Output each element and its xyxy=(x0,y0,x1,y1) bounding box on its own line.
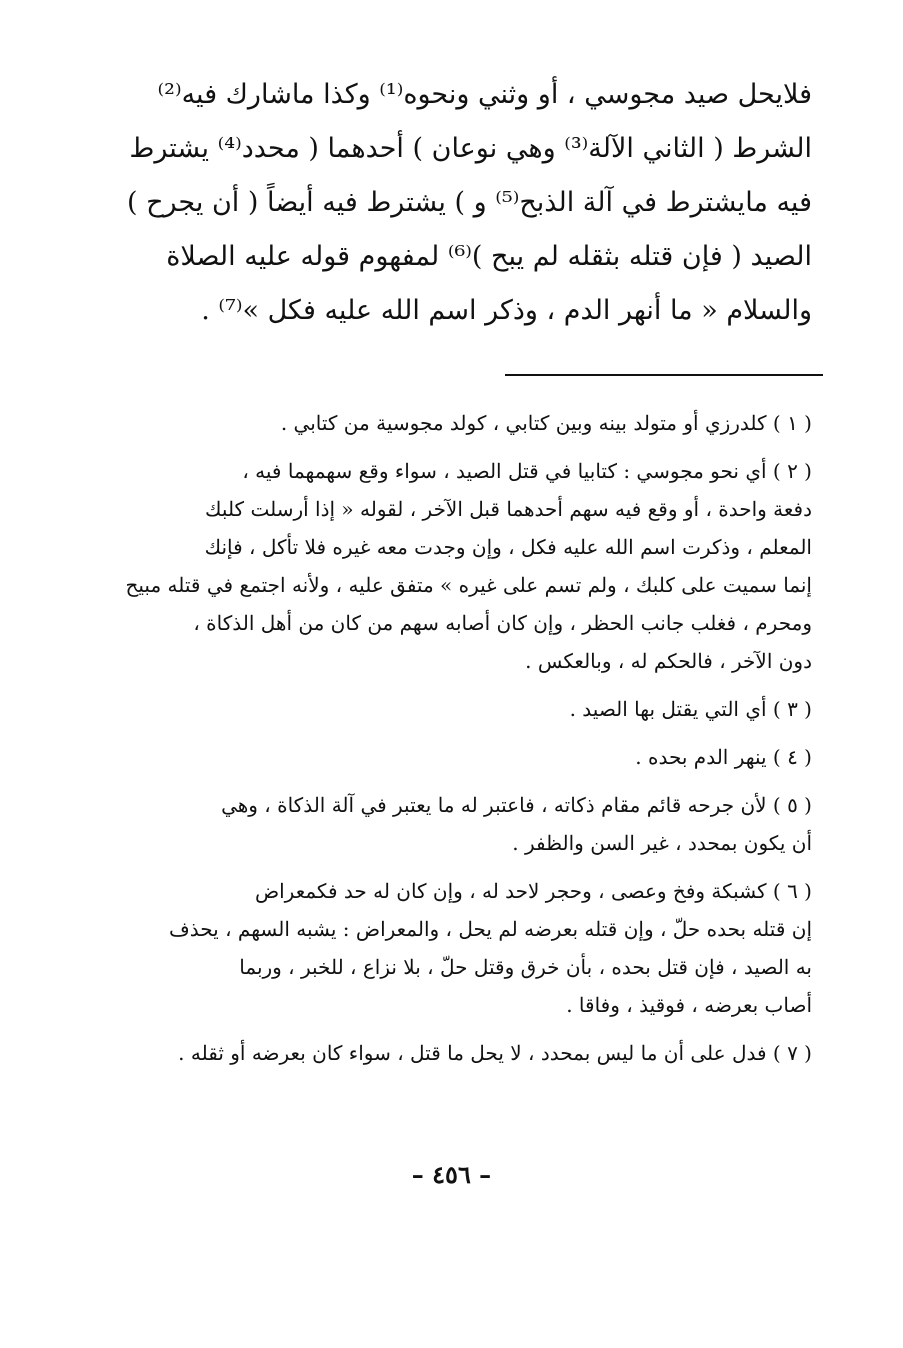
footnote-1 xyxy=(92,404,812,442)
footnote-line: ( ٢ ) أي نحو مجوسي : كتابيا في قتل الصيد ، سواء وقع سهمهما فيه ، xyxy=(242,459,812,483)
footnote-line: دون الآخر ، فالحكم له ، وبالعكس . xyxy=(525,649,812,673)
footnote-line: ( ٦ ) كشبكة وفخ وعصى ، وحجر لاحد له ، وإن كان له حد فكمعراض xyxy=(254,879,812,903)
main-text-line: فيه مايشترط في آلة الذبح⁽⁵⁾ و ) يشترط فيه أيضاً ( أن يجرح ) xyxy=(126,187,812,218)
footnote-line: المعلم ، وذكرت اسم الله عليه فكل ، وإن وجدت معه غيره فلا تأكل ، فإنك xyxy=(204,535,812,559)
footnote-line: ( ٧ ) فدل على أن ما ليس بمحدد ، لا يحل ما قتل ، سواء كان بعرضه أو ثقله . xyxy=(178,1041,812,1065)
footnote-line: ( ٤ ) ينهر الدم بحده . xyxy=(635,745,812,769)
main-text-line: فلايحل صيد مجوسي ، أو وثني ونحوه⁽¹⁾ وكذا ماشارك فيه⁽²⁾ xyxy=(157,79,812,110)
page-number: – ٤٥٦ – xyxy=(411,1160,492,1189)
footnote-7 xyxy=(92,1034,812,1072)
footnote-separator xyxy=(505,374,823,376)
footnote-line: ( ١ ) كلدرزي أو متولد بينه وبين كتابي ، كولد مجوسية من كتابي . xyxy=(280,411,812,435)
main-text-block xyxy=(92,68,812,338)
footnote-line: ( ٥ ) لأن جرحه قائم مقام ذكاته ، فاعتبر له ما يعتبر في آلة الذكاة ، وهي xyxy=(221,793,812,817)
footnote-line: إن قتله بحده حلّ ، وإن قتله بعرضه لم يحل ، والمعراض : يشبه السهم ، يحذف xyxy=(169,917,812,941)
footnote-line: أن يكون بمحدد ، غير السن والظفر . xyxy=(512,831,812,855)
footnote-3 xyxy=(92,690,812,728)
footnote-line: دفعة واحدة ، أو وقع فيه سهم أحدهما قبل الآخر ، لقوله « إذا أرسلت كلبك xyxy=(205,497,812,521)
footnote-4 xyxy=(92,738,812,776)
footnote-5 xyxy=(92,786,812,862)
footnote-line: أصاب بعرضه ، فوقيذ ، وفاقا . xyxy=(566,993,812,1017)
main-text-line: والسلام « ما أنهر الدم ، وذكر اسم الله عليه فكل »⁽⁷⁾ . xyxy=(201,295,812,326)
footnote-line: إنما سميت على كلبك ، ولم تسم على غيره » متفق عليه ، ولأنه اجتمع في قتله مبيح xyxy=(125,573,812,597)
footnote-line: ( ٣ ) أي التي يقتل بها الصيد . xyxy=(569,697,812,721)
footnote-6 xyxy=(92,872,812,1024)
footnotes-block xyxy=(92,404,812,1082)
footnote-2 xyxy=(92,452,812,680)
footnote-line: به الصيد ، فإن قتل بحده ، بأن خرق وقتل حلّ ، بلا نزاع ، للخبر ، وربما xyxy=(239,955,812,979)
main-text-line: الشرط ( الثاني الآلة⁽³⁾ وهي نوعان ) أحدهما ( محدد⁽⁴⁾ يشترط xyxy=(129,133,812,164)
main-text-line: الصيد ( فإن قتله بثقله لم يبح )⁽⁶⁾ لمفهوم قوله عليه الصلاة xyxy=(166,241,812,272)
footnote-line: ومحرم ، فغلب جانب الحظر ، وإن كان أصابه سهم من كان من أهل الذكاة ، xyxy=(193,611,812,635)
